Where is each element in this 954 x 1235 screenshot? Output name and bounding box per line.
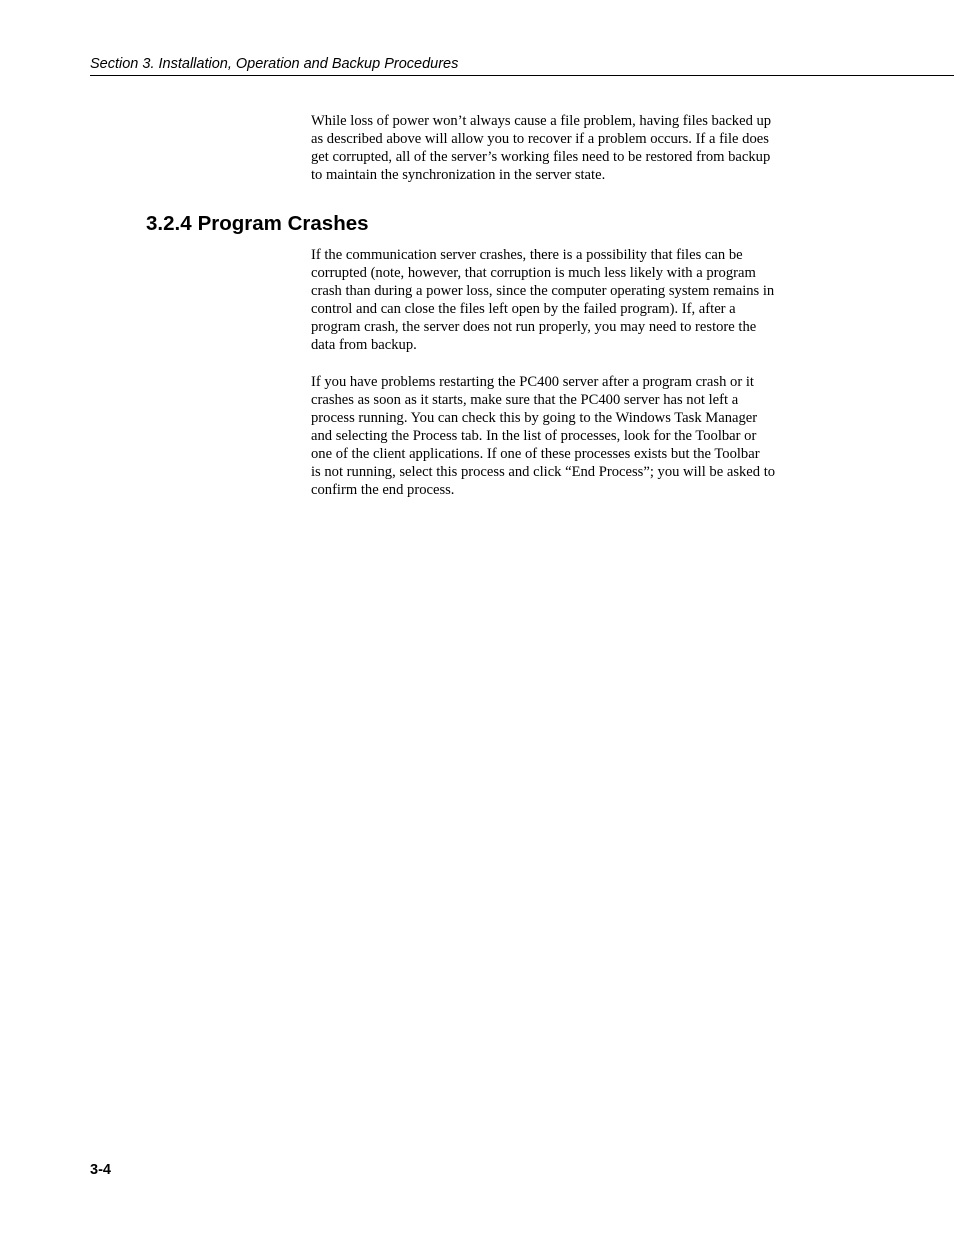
paragraph-line: is not running, select this process and click “End Process”; you will be asked to (311, 464, 776, 480)
paragraph-line: program crash, the server does not run properly, you may need to restore the (311, 319, 757, 335)
paragraph-line: crashes as soon as it starts, make sure that the PC400 server has not left a (311, 392, 739, 408)
paragraph-line: process running. You can check this by going to the Windows Task Manager (311, 410, 758, 426)
paragraph-line: control and can close the files left open by the failed program). If, after a (311, 301, 736, 317)
paragraph-line: corrupted (note, however, that corruption is much less likely with a program (311, 265, 756, 281)
running-header-text: Section 3. Installation, Operation and Backup Procedures (90, 56, 459, 72)
paragraph-line: get corrupted, all of the server’s working files need to be restored from backup (311, 149, 771, 165)
section-number: 3.2.4 (146, 212, 192, 235)
paragraph-line: to maintain the synchronization in the server state. (311, 167, 606, 183)
paragraph-power-loss (311, 112, 811, 184)
paragraph-line: crash than during a power loss, since the computer operating system remains in (311, 283, 775, 299)
running-header (90, 55, 954, 76)
paragraph-line: and selecting the Process tab. In the list of processes, look for the Toolbar or (311, 428, 757, 444)
paragraph-line: While loss of power won’t always cause a file problem, having files backed up (311, 113, 772, 129)
paragraph-line: one of the client applications. If one of these processes exists but the Toolbar (311, 446, 760, 462)
paragraph-line: data from backup. (311, 337, 417, 353)
paragraph-line: If you have problems restarting the PC400 server after a program crash or it (311, 374, 754, 390)
paragraph-line: confirm the end process. (311, 482, 455, 498)
section-heading (146, 211, 369, 237)
section-title: Program Crashes (197, 212, 369, 235)
paragraph-line: as described above will allow you to recover if a problem occurs. If a file does (311, 131, 769, 147)
paragraph-restart-problems (311, 373, 811, 499)
paragraph-crash-corruption (311, 246, 811, 354)
page-number: 3-4 (90, 1162, 111, 1178)
paragraph-line: If the communication server crashes, there is a possibility that files can be (311, 247, 743, 263)
